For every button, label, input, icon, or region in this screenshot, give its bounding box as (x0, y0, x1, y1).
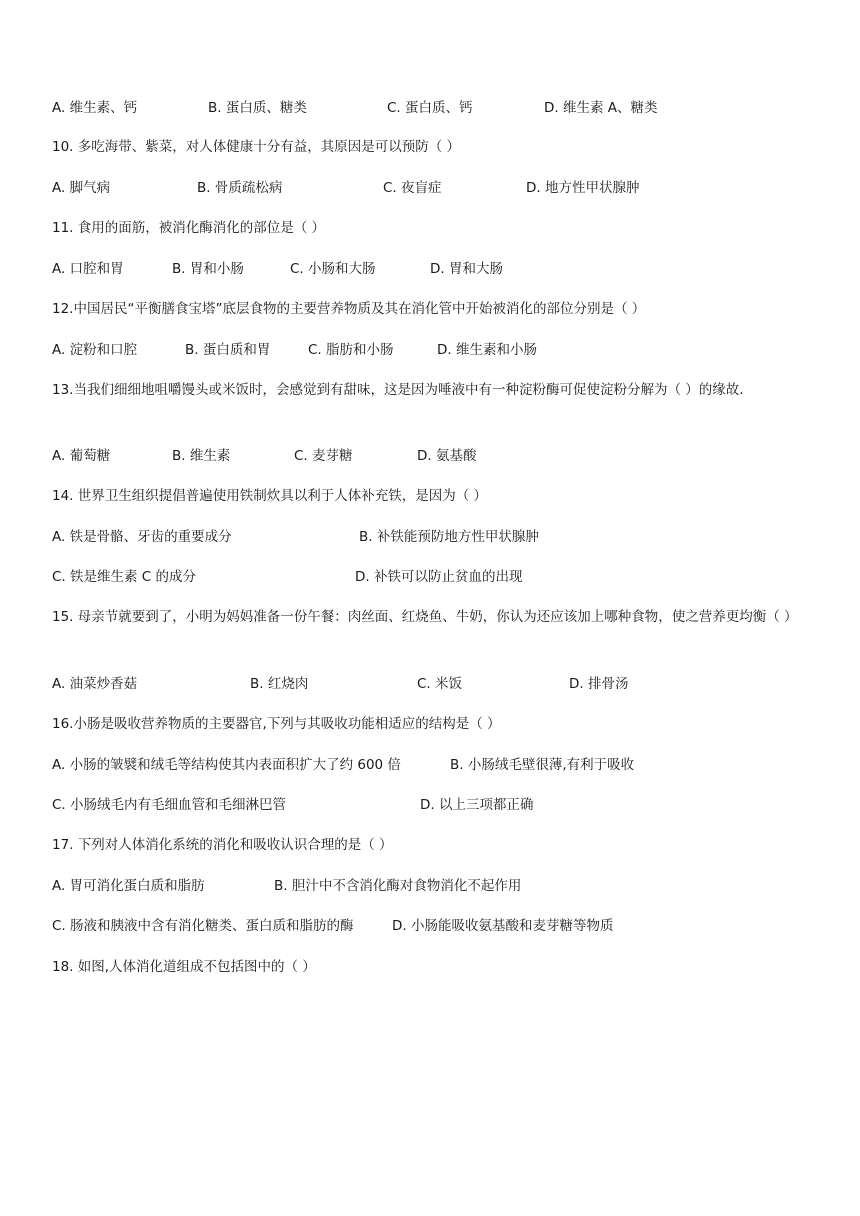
q15-stem: 15. 母亲节就要到了，小明为妈妈准备一份午餐：肉丝面、红烧鱼、牛奶，你认为还应该加上哪种食物，使之营养更均衡（ ） (52, 609, 798, 625)
q16-option-b: B. 小肠绒毛壁很薄,有利于吸收 (450, 757, 635, 773)
q11-option-c: C. 小肠和大肠 (290, 261, 376, 277)
q13-option-b: B. 维生素 (172, 448, 231, 464)
q10-stem: 10. 多吃海带、紫菜，对人体健康十分有益，其原因是可以预防（ ） (52, 139, 461, 155)
q14-options-row-2 (52, 567, 812, 587)
q10-option-c: C. 夜盲症 (383, 180, 442, 196)
q9-option-c: C. 蛋白质、钙 (387, 100, 473, 116)
q16-options-row-1 (52, 755, 812, 775)
q16-options-row-2 (52, 795, 812, 815)
q12-option-c: C. 脂肪和小肠 (308, 342, 394, 358)
q9-options (52, 98, 812, 118)
q13-option-c: C. 麦芽糖 (294, 448, 353, 464)
q12-stem: 12.中国居民“平衡膳食宝塔”底层食物的主要营养物质及其在消化管中开始被消化的部位分别是（ ） (52, 301, 646, 317)
q15-options (52, 674, 812, 694)
q11-option-d: D. 胃和大肠 (430, 261, 503, 277)
q9-option-b: B. 蛋白质、糖类 (208, 100, 307, 116)
q10-options (52, 178, 812, 198)
q12-option-b: B. 蛋白质和胃 (185, 342, 271, 358)
q16-option-d: D. 以上三项都正确 (420, 797, 534, 813)
q14-stem: 14. 世界卫生组织提倡普遍使用铁制炊具以利于人体补充铁，是因为（ ） (52, 488, 488, 504)
q14-option-b: B. 补铁能预防地方性甲状腺肿 (359, 529, 539, 545)
q9-option-d: D. 维生素 A、糖类 (544, 100, 658, 116)
q13-option-d: D. 氨基酸 (417, 448, 477, 464)
q11-options (52, 259, 812, 279)
q15-option-c: C. 米饭 (417, 676, 463, 692)
q12-option-d: D. 维生素和小肠 (437, 342, 537, 358)
q13-stem: 13.当我们细细地咀嚼馒头或米饭时，会感觉到有甜味，这是因为唾液中有一种淀粉酶可促使淀粉分解为（ ）的缘故. (52, 382, 744, 398)
q17-option-a: A. 胃可消化蛋白质和脂肪 (52, 878, 205, 894)
q16-stem: 16.小肠是吸收营养物质的主要器官,下列与其吸收功能相适应的结构是（ ） (52, 716, 501, 732)
q14-option-a: A. 铁是骨骼、牙齿的重要成分 (52, 529, 232, 545)
q10-option-a: A. 脚气病 (52, 180, 111, 196)
q18-stem: 18. 如图,人体消化道组成不包括图中的（ ） (52, 959, 316, 975)
q12-option-a: A. 淀粉和口腔 (52, 342, 138, 358)
q17-options-row-1 (52, 876, 812, 896)
q11-stem: 11. 食用的面筋，被消化酶消化的部位是（ ） (52, 220, 326, 236)
q17-option-b: B. 胆汁中不含消化酶对食物消化不起作用 (274, 878, 522, 894)
q13-options (52, 446, 812, 466)
q15-option-d: D. 排骨汤 (569, 676, 629, 692)
q17-option-c: C. 肠液和胰液中含有消化糖类、蛋白质和脂肪的酶 (52, 918, 354, 934)
q11-option-a: A. 口腔和胃 (52, 261, 124, 277)
q14-option-d: D. 补铁可以防止贫血的出现 (355, 569, 523, 585)
q9-option-a: A. 维生素、钙 (52, 100, 138, 116)
q11-option-b: B. 胃和小肠 (172, 261, 244, 277)
q14-options-row-1 (52, 527, 812, 547)
q17-options-row-2 (52, 916, 812, 936)
q13-option-a: A. 葡萄糖 (52, 448, 111, 464)
q17-option-d: D. 小肠能吸收氨基酸和麦芽糖等物质 (392, 918, 614, 934)
q15-option-b: B. 红烧肉 (250, 676, 309, 692)
q16-option-c: C. 小肠绒毛内有毛细血管和毛细淋巴管 (52, 797, 287, 813)
q10-option-d: D. 地方性甲状腺肿 (526, 180, 640, 196)
q12-options (52, 340, 812, 360)
q17-stem: 17. 下列对人体消化系统的消化和吸收认识合理的是（ ） (52, 837, 393, 853)
q10-option-b: B. 骨质疏松病 (197, 180, 283, 196)
q16-option-a: A. 小肠的皱襞和绒毛等结构使其内表面积扩大了约 600 倍 (52, 757, 401, 773)
q15-option-a: A. 油菜炒香菇 (52, 676, 138, 692)
q14-option-c: C. 铁是维生素 C 的成分 (52, 569, 197, 585)
